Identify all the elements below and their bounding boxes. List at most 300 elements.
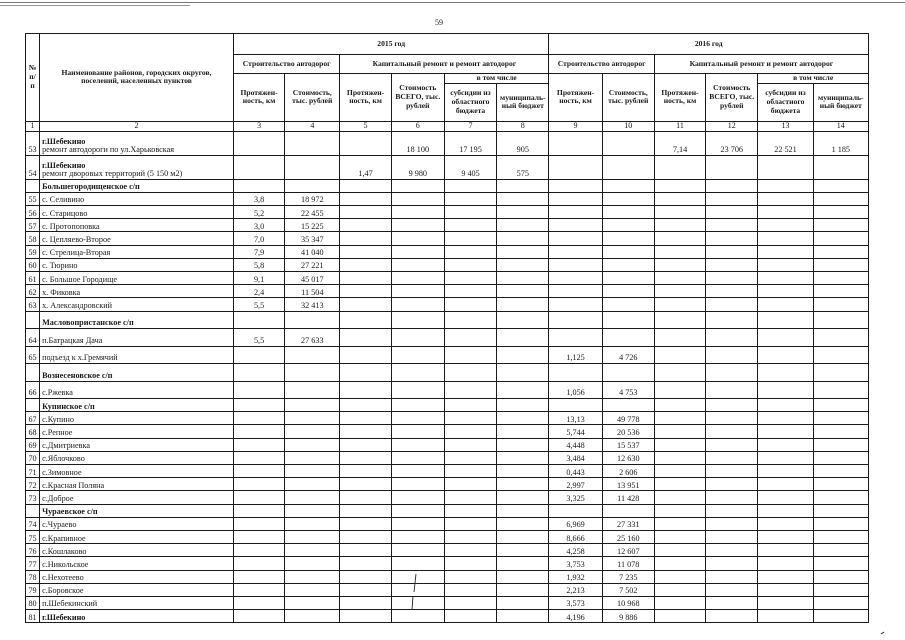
value-cell-col13 xyxy=(758,530,813,543)
value-cell-col11 xyxy=(654,381,705,399)
value-cell-col7 xyxy=(444,557,496,570)
header-length-2016-constr: Протяжен-ность, км xyxy=(549,74,602,122)
value-cell-col10: 15 537 xyxy=(602,438,654,451)
value-cell-col12 xyxy=(706,206,758,219)
value-cell-col9 xyxy=(549,329,602,347)
value-cell-col5 xyxy=(340,438,391,451)
value-cell-col10 xyxy=(602,258,654,271)
value-cell-col6 xyxy=(391,258,444,271)
value-cell-col13 xyxy=(758,557,813,570)
value-cell-col9: 4,448 xyxy=(549,438,602,451)
value-cell-col10 xyxy=(602,311,654,329)
value-cell-col11 xyxy=(654,192,705,205)
value-cell-col11 xyxy=(654,491,705,504)
value-cell-col13 xyxy=(758,583,813,596)
value-cell-col10 xyxy=(602,272,654,285)
settlement-name xyxy=(40,425,234,438)
value-cell-col10: 25 160 xyxy=(602,530,654,543)
value-cell-col13 xyxy=(758,610,813,623)
value-cell-col4 xyxy=(285,491,340,504)
value-cell-col4: 27 633 xyxy=(285,329,340,347)
value-cell-col3: 9,1 xyxy=(233,272,284,285)
value-cell-col8 xyxy=(497,557,549,570)
value-cell-col10: 20 536 xyxy=(602,425,654,438)
value-cell-col11 xyxy=(654,610,705,623)
value-cell-col10: 13 951 xyxy=(602,478,654,491)
value-cell-col3 xyxy=(233,610,284,623)
value-cell-col4: 35 347 xyxy=(285,232,340,245)
value-cell-col4 xyxy=(285,517,340,530)
value-cell-col4 xyxy=(285,364,340,382)
name-text: с. Большое Городище xyxy=(42,274,118,284)
name-text: х. Александровский xyxy=(42,300,112,310)
value-cell-col4 xyxy=(285,570,340,583)
value-cell-col13 xyxy=(758,155,813,179)
value-cell-col12 xyxy=(706,425,758,438)
value-cell-col11: 7,14 xyxy=(654,131,705,155)
value-cell-col11 xyxy=(654,311,705,329)
value-cell-col14 xyxy=(813,219,868,232)
value-cell-col14 xyxy=(813,544,868,557)
settlement-name xyxy=(40,131,234,155)
value-cell-col10: 11 428 xyxy=(602,491,654,504)
value-cell-col13 xyxy=(758,478,813,491)
value-cell-col4 xyxy=(285,451,340,464)
scan-top-border-fragment xyxy=(0,5,190,6)
name-text: с.Ржевка xyxy=(42,388,73,398)
value-cell-col5 xyxy=(340,245,391,258)
value-cell-col9 xyxy=(549,245,602,258)
name-text: с.Купино xyxy=(42,414,74,424)
name-text: х. Фиковка xyxy=(42,287,81,297)
settlement-name xyxy=(40,610,234,623)
value-cell-col12 xyxy=(706,346,758,364)
value-cell-col12 xyxy=(706,272,758,285)
value-cell-col12 xyxy=(706,412,758,425)
value-cell-col9 xyxy=(549,311,602,329)
value-cell-col8 xyxy=(497,364,549,382)
value-cell-col13 xyxy=(758,311,813,329)
road-works-table xyxy=(25,33,869,623)
value-cell-col7: 9 405 xyxy=(444,155,496,179)
value-cell-col11 xyxy=(654,285,705,298)
value-cell-col10: 10 968 xyxy=(602,596,654,609)
value-cell-col12 xyxy=(706,258,758,271)
value-cell-col14 xyxy=(813,465,868,478)
value-cell-col11 xyxy=(654,412,705,425)
header-cost-2016-constr: Стоимость, тыс. рублей xyxy=(602,74,654,122)
value-cell-col6 xyxy=(391,346,444,364)
value-cell-col5 xyxy=(340,192,391,205)
header-capital-repair-2015: Капитальный ремонт и ремонт автодорог xyxy=(340,55,549,74)
value-cell-col7 xyxy=(444,478,496,491)
value-cell-col9: 3,325 xyxy=(549,491,602,504)
value-cell-col3 xyxy=(233,583,284,596)
value-cell-col9: 3,573 xyxy=(549,596,602,609)
value-cell-col8: 905 xyxy=(497,131,549,155)
value-cell-col12 xyxy=(706,399,758,412)
value-cell-col5 xyxy=(340,530,391,543)
value-cell-col6 xyxy=(391,179,444,192)
name-text: с.Кошлаково xyxy=(42,546,87,556)
settlement-name xyxy=(40,245,234,258)
value-cell-col5 xyxy=(340,491,391,504)
table-row xyxy=(26,491,869,504)
value-cell-col6 xyxy=(391,451,444,464)
row-number: 65 xyxy=(26,346,40,364)
value-cell-col10: 4 753 xyxy=(602,381,654,399)
value-cell-col8 xyxy=(497,329,549,347)
section-name xyxy=(40,364,234,382)
value-cell-col4 xyxy=(285,311,340,329)
value-cell-col4 xyxy=(285,425,340,438)
value-cell-col14 xyxy=(813,399,868,412)
value-cell-col8 xyxy=(497,465,549,478)
value-cell-col13 xyxy=(758,245,813,258)
column-number-cell: 13 xyxy=(758,121,813,131)
value-cell-col8 xyxy=(497,311,549,329)
row-number: 66 xyxy=(26,381,40,399)
value-cell-col3 xyxy=(233,155,284,179)
table-row xyxy=(26,412,869,425)
value-cell-col6 xyxy=(391,491,444,504)
value-cell-col10: 12 630 xyxy=(602,451,654,464)
name-text: подъезд к х.Гремячий xyxy=(42,353,118,363)
value-cell-col4 xyxy=(285,438,340,451)
value-cell-col10 xyxy=(602,155,654,179)
value-cell-col10 xyxy=(602,206,654,219)
value-cell-col5 xyxy=(340,465,391,478)
value-cell-col9 xyxy=(549,399,602,412)
value-cell-col11 xyxy=(654,451,705,464)
value-cell-col8 xyxy=(497,219,549,232)
row-number xyxy=(26,504,40,517)
value-cell-col5 xyxy=(340,272,391,285)
table-row xyxy=(26,232,869,245)
value-cell-col5 xyxy=(340,596,391,609)
header-construction-2016: Строительство автодорог xyxy=(549,55,654,74)
value-cell-col8: 575 xyxy=(497,155,549,179)
name-text: с.Красная Поляна xyxy=(42,480,105,490)
header-year-2016: 2016 год xyxy=(549,34,869,55)
value-cell-col8 xyxy=(497,544,549,557)
row-number: 80 xyxy=(26,596,40,609)
value-cell-col3 xyxy=(233,451,284,464)
value-cell-col9 xyxy=(549,285,602,298)
table-row xyxy=(26,478,869,491)
settlement-name xyxy=(40,412,234,425)
table-row xyxy=(26,596,869,609)
value-cell-col7 xyxy=(444,544,496,557)
value-cell-col4: 15 225 xyxy=(285,219,340,232)
value-cell-col9 xyxy=(549,232,602,245)
value-cell-col10 xyxy=(602,504,654,517)
value-cell-col13 xyxy=(758,596,813,609)
value-cell-col3 xyxy=(233,311,284,329)
name-text: с. Протопоповка xyxy=(42,221,100,231)
settlement-name xyxy=(40,596,234,609)
value-cell-col4 xyxy=(285,465,340,478)
value-cell-col9: 6,969 xyxy=(549,517,602,530)
name-text: с.Нехотеево xyxy=(42,573,84,583)
value-cell-col5 xyxy=(340,399,391,412)
settlement-name xyxy=(40,544,234,557)
value-cell-col13 xyxy=(758,179,813,192)
value-cell-col11 xyxy=(654,504,705,517)
value-cell-col14 xyxy=(813,192,868,205)
row-number: 61 xyxy=(26,272,40,285)
value-cell-col7 xyxy=(444,570,496,583)
row-number: 56 xyxy=(26,206,40,219)
header-capital-repair-2016: Капитальный ремонт и ремонт автодорог xyxy=(654,55,868,74)
value-cell-col7 xyxy=(444,219,496,232)
value-cell-col7 xyxy=(444,245,496,258)
header-length-2016-repair: Протяжен-ность, км xyxy=(654,74,705,122)
value-cell-col11 xyxy=(654,179,705,192)
header-municipal-2015: муниципаль-ный бюджет xyxy=(497,83,549,121)
value-cell-col7 xyxy=(444,298,496,311)
value-cell-col10 xyxy=(602,329,654,347)
value-cell-col11 xyxy=(654,544,705,557)
value-cell-col7 xyxy=(444,425,496,438)
value-cell-col9: 8,666 xyxy=(549,530,602,543)
value-cell-col4 xyxy=(285,530,340,543)
value-cell-col4 xyxy=(285,504,340,517)
name-text: Большегородищенское с/п xyxy=(42,182,140,192)
value-cell-col9 xyxy=(549,258,602,271)
value-cell-col6 xyxy=(391,381,444,399)
value-cell-col12 xyxy=(706,451,758,464)
value-cell-col4 xyxy=(285,610,340,623)
row-number: 58 xyxy=(26,232,40,245)
value-cell-col14 xyxy=(813,232,868,245)
value-cell-col14 xyxy=(813,272,868,285)
column-number-cell: 10 xyxy=(602,121,654,131)
value-cell-col5 xyxy=(340,311,391,329)
settlement-name xyxy=(40,517,234,530)
value-cell-col3: 7,0 xyxy=(233,232,284,245)
value-cell-col10 xyxy=(602,298,654,311)
value-cell-col6 xyxy=(391,298,444,311)
value-cell-col3 xyxy=(233,425,284,438)
value-cell-col8 xyxy=(497,504,549,517)
value-cell-col7 xyxy=(444,381,496,399)
value-cell-col14 xyxy=(813,583,868,596)
value-cell-col10 xyxy=(602,219,654,232)
value-cell-col6 xyxy=(391,465,444,478)
table-row xyxy=(26,438,869,451)
value-cell-col12 xyxy=(706,311,758,329)
value-cell-col8 xyxy=(497,258,549,271)
value-cell-col8 xyxy=(497,272,549,285)
header-incl-2016: в том числе xyxy=(758,74,869,84)
value-cell-col4 xyxy=(285,412,340,425)
settlement-name xyxy=(40,219,234,232)
value-cell-col8 xyxy=(497,478,549,491)
value-cell-col8 xyxy=(497,530,549,543)
value-cell-col5 xyxy=(340,206,391,219)
row-number: 81 xyxy=(26,610,40,623)
value-cell-col10: 7 502 xyxy=(602,583,654,596)
value-cell-col5 xyxy=(340,478,391,491)
value-cell-col3 xyxy=(233,478,284,491)
section-name xyxy=(40,504,234,517)
settlement-name xyxy=(40,491,234,504)
value-cell-col9: 1,125 xyxy=(549,346,602,364)
value-cell-col11 xyxy=(654,206,705,219)
value-cell-col5 xyxy=(340,583,391,596)
value-cell-col9 xyxy=(549,155,602,179)
value-cell-col8 xyxy=(497,491,549,504)
row-number: 62 xyxy=(26,285,40,298)
value-cell-col7 xyxy=(444,192,496,205)
value-cell-col14 xyxy=(813,557,868,570)
value-cell-col7 xyxy=(444,451,496,464)
value-cell-col6 xyxy=(391,232,444,245)
value-cell-col14 xyxy=(813,530,868,543)
row-number xyxy=(26,364,40,382)
table-row xyxy=(26,381,869,399)
value-cell-col14 xyxy=(813,245,868,258)
value-cell-col12 xyxy=(706,544,758,557)
value-cell-col3: 5,2 xyxy=(233,206,284,219)
value-cell-col14 xyxy=(813,179,868,192)
name-subtitle: ремонт автодороги по ул.Харьковская xyxy=(42,145,175,155)
value-cell-col10: 11 078 xyxy=(602,557,654,570)
section-row xyxy=(26,179,869,192)
value-cell-col13 xyxy=(758,399,813,412)
value-cell-col4 xyxy=(285,596,340,609)
value-cell-col6 xyxy=(391,425,444,438)
value-cell-col13 xyxy=(758,192,813,205)
row-number: 59 xyxy=(26,245,40,258)
settlement-name xyxy=(40,258,234,271)
value-cell-col7 xyxy=(444,272,496,285)
value-cell-col3 xyxy=(233,346,284,364)
value-cell-col3 xyxy=(233,504,284,517)
value-cell-col12 xyxy=(706,329,758,347)
value-cell-col6 xyxy=(391,544,444,557)
value-cell-col11 xyxy=(654,272,705,285)
value-cell-col11 xyxy=(654,298,705,311)
table-row xyxy=(26,346,869,364)
row-number: 78 xyxy=(26,570,40,583)
settlement-name xyxy=(40,232,234,245)
name-text: с. Старицово xyxy=(42,208,88,218)
value-cell-col7 xyxy=(444,610,496,623)
value-cell-col12 xyxy=(706,232,758,245)
value-cell-col5 xyxy=(340,451,391,464)
table-row xyxy=(26,245,869,258)
value-cell-col8 xyxy=(497,583,549,596)
table-row xyxy=(26,285,869,298)
value-cell-col14 xyxy=(813,491,868,504)
settlement-name xyxy=(40,557,234,570)
value-cell-col10 xyxy=(602,245,654,258)
value-cell-col7 xyxy=(444,346,496,364)
value-cell-col3: 5,5 xyxy=(233,329,284,347)
row-number: 57 xyxy=(26,219,40,232)
value-cell-col3 xyxy=(233,517,284,530)
value-cell-col12 xyxy=(706,583,758,596)
value-cell-col5 xyxy=(340,285,391,298)
value-cell-col6 xyxy=(391,504,444,517)
pen-dot-mark xyxy=(878,628,890,638)
value-cell-col3 xyxy=(233,438,284,451)
header-length-2015-repair: Протяжен-ность, км xyxy=(340,74,391,122)
name-text: с.Зимовное xyxy=(42,467,82,477)
value-cell-col9: 3,484 xyxy=(549,451,602,464)
settlement-name xyxy=(40,438,234,451)
value-cell-col11 xyxy=(654,583,705,596)
value-cell-col3 xyxy=(233,179,284,192)
value-cell-col5 xyxy=(340,570,391,583)
value-cell-col11 xyxy=(654,346,705,364)
column-number-cell: 7 xyxy=(444,121,496,131)
row-number: 75 xyxy=(26,530,40,543)
value-cell-col5 xyxy=(340,412,391,425)
value-cell-col14 xyxy=(813,298,868,311)
column-number-cell: 5 xyxy=(340,121,391,131)
value-cell-col12 xyxy=(706,596,758,609)
value-cell-col11 xyxy=(654,465,705,478)
settlement-name xyxy=(40,530,234,543)
value-cell-col7 xyxy=(444,206,496,219)
value-cell-col13 xyxy=(758,258,813,271)
settlement-name xyxy=(40,570,234,583)
settlement-name xyxy=(40,583,234,596)
value-cell-col10: 12 607 xyxy=(602,544,654,557)
row-number: 69 xyxy=(26,438,40,451)
value-cell-col5 xyxy=(340,131,391,155)
value-cell-col5 xyxy=(340,517,391,530)
value-cell-col5 xyxy=(340,298,391,311)
value-cell-col14 xyxy=(813,412,868,425)
value-cell-col8 xyxy=(497,285,549,298)
value-cell-col10: 27 331 xyxy=(602,517,654,530)
value-cell-col3: 7,9 xyxy=(233,245,284,258)
value-cell-col11 xyxy=(654,570,705,583)
name-text: с.Яблочково xyxy=(42,454,85,464)
value-cell-col11 xyxy=(654,232,705,245)
value-cell-col14 xyxy=(813,329,868,347)
value-cell-col5 xyxy=(340,346,391,364)
value-cell-col7 xyxy=(444,364,496,382)
value-cell-col11 xyxy=(654,425,705,438)
row-number: 64 xyxy=(26,329,40,347)
value-cell-col11 xyxy=(654,438,705,451)
value-cell-col12 xyxy=(706,610,758,623)
name-text: с. Стрелица-Вторая xyxy=(42,248,111,258)
value-cell-col4: 27 221 xyxy=(285,258,340,271)
value-cell-col9: 2,997 xyxy=(549,478,602,491)
value-cell-col12 xyxy=(706,517,758,530)
header-cost-2015-constr: Стоимость, тыс. рублей xyxy=(285,74,340,122)
value-cell-col8 xyxy=(497,570,549,583)
value-cell-col10 xyxy=(602,285,654,298)
name-text: г.Шебекино xyxy=(42,160,86,170)
value-cell-col10: 9 886 xyxy=(602,610,654,623)
table-row xyxy=(26,258,869,271)
value-cell-col5 xyxy=(340,504,391,517)
name-text: с.Чураево xyxy=(42,520,77,530)
section-row xyxy=(26,504,869,517)
value-cell-col8 xyxy=(497,206,549,219)
value-cell-col9: 13,13 xyxy=(549,412,602,425)
table-row xyxy=(26,557,869,570)
value-cell-col4: 41 040 xyxy=(285,245,340,258)
value-cell-col13 xyxy=(758,219,813,232)
